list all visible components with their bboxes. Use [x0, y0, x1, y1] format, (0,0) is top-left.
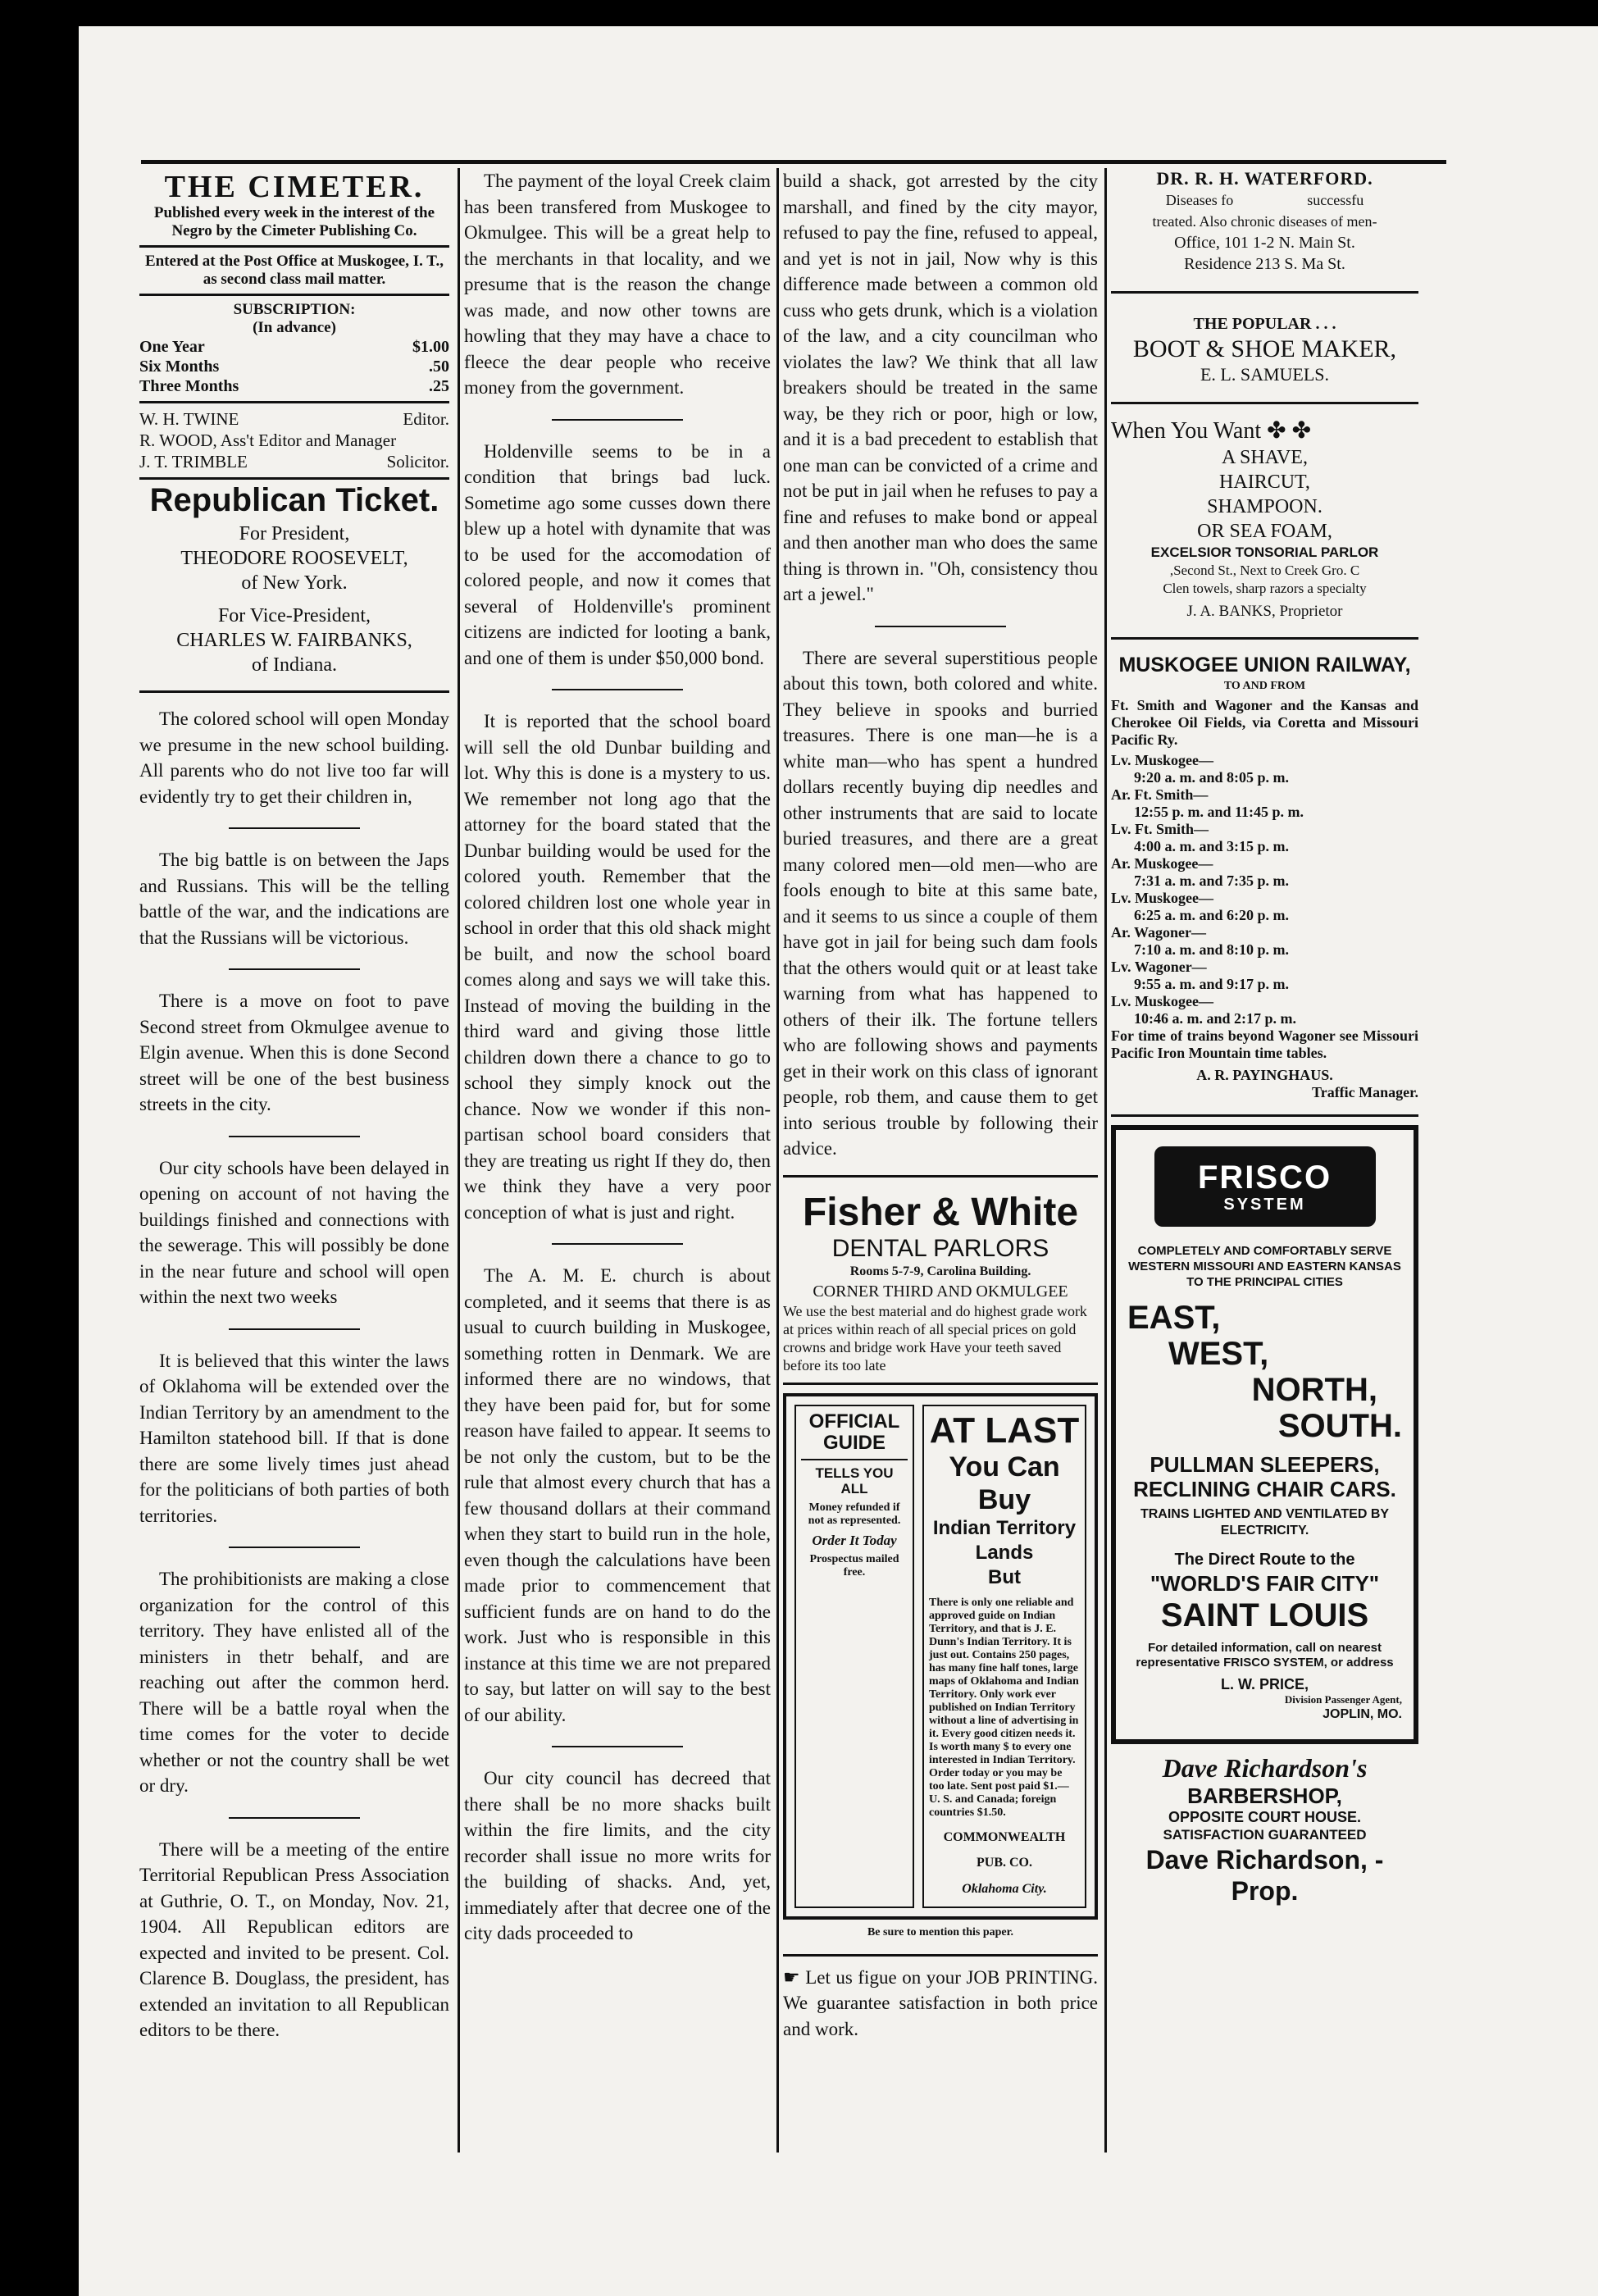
staff-row: R. WOOD, Ass't Editor and Manager	[139, 430, 397, 450]
dental-body: We use the best material and do highest grade work at prices within reach of all special prices on gold crowns and bridge work Have your teeth saved before its too late	[783, 1302, 1087, 1374]
rate-row: One Year $1.00	[139, 337, 449, 356]
frisco-info: For detailed information, call on nearest representative FRISCO SYSTEM, or address	[1136, 1641, 1394, 1670]
schedule-times: 7:10 a. m. and 8:10 p. m.	[1134, 941, 1290, 958]
banks-item: SHAMPOON.	[1207, 496, 1323, 517]
news-item: build a shack, got arrested by the city marshall, and fined by the city mayor, refused to pay the fine, refused to appeal, and yet is not in jail, Now why is this difference made between a common old cuss who gets drunk, which is a violation of the law, and a city councilman who violates the law? We think that all law breakers should be treated in the same way, be they rich or poor, high or low, and it is a bad precedent to establish that one man can be convicted of a crime and not be put in jail when he refuses to pay a fine and refuses to make bond or appeal and then another man who does the same thing is thrown in. "Oh, consistency thou art a jewel."	[783, 171, 1098, 604]
vp-label: For Vice-President,	[217, 605, 371, 626]
divider	[552, 689, 683, 690]
schedule-stop: Ar. Muskogee—	[1111, 855, 1213, 872]
frisco-south: SOUTH.	[1277, 1408, 1402, 1444]
frisco-west: WEST,	[1168, 1336, 1269, 1372]
frisco-east: EAST,	[1127, 1300, 1221, 1336]
divider	[229, 968, 360, 970]
masthead-entered: Entered at the Post Office at Muskogee, I. T., as second class mail matter.	[144, 252, 444, 288]
divider	[229, 1817, 360, 1819]
frisco-north: NORTH,	[1251, 1372, 1377, 1408]
divider	[229, 1328, 360, 1330]
staff-list	[139, 408, 449, 472]
banks-towels: Clen towels, sharp razors a specialty	[1163, 581, 1367, 596]
railway-title: MUSKOGEE UNION RAILWAY,	[1118, 654, 1411, 676]
news-item: The colored school will open Monday we presume in the new school building. All parents who do not live too far will evidently try to get their children in,	[139, 708, 449, 807]
news-item: The payment of the loyal Creek claim has been transfered from Muskogee to Okmulgee. This will be a great help to the merchants in that locality, and we presume that is the reason the change was made, and now other towns are howling that they may have a chace to fleece the dear people who receive money from the government.	[464, 171, 771, 398]
samuels-trade: BOOT & SHOE MAKER,	[1132, 335, 1397, 362]
schedule-stop: Ar. Wagoner—	[1111, 924, 1207, 941]
vp-name: CHARLES W. FAIRBANKS,	[176, 630, 412, 651]
dental-ad	[783, 1191, 1098, 1374]
column-divider	[458, 168, 460, 2152]
news-item: There is a move on foot to pave Second street from Okmulgee avenue to Elgin avenue. When this is done Second street will be one of the best business streets in the city.	[139, 991, 449, 1114]
dental-corner: CORNER THIRD AND OKMULGEE	[813, 1282, 1068, 1301]
frisco-trains: TRAINS LIGHTED AND VENTILATED BY ELECTRICITY.	[1140, 1507, 1390, 1538]
banks-item: HAIRCUT,	[1219, 472, 1310, 493]
subscription-title: SUBSCRIPTION:	[233, 300, 356, 318]
news-item: Our city council has decreed that there shall be no more shacks built within the fire limits, and the city recorder shall issue no more writs for the building of shacks. And, yet, immediately after that decree one of the city dads proceeded to	[464, 1768, 771, 1943]
frisco-agent-title: Division Passenger Agent,	[1284, 1693, 1402, 1706]
banks-ad	[1111, 417, 1418, 622]
frisco-agent-city: JOPLIN, MO.	[1323, 1707, 1402, 1721]
ticket-title: Republican Ticket.	[149, 481, 439, 518]
news-item: There will be a meeting of the entire Territorial Republican Press Association at Guthrie, O. T., on Monday, Nov. 21, 1904. All Republican editors are expected and invited to be present. Col. Clarence B. Douglass, the president, has extended an invitation to all Republican editors to be there.	[139, 1838, 449, 2040]
divider	[783, 1175, 1098, 1178]
railway-agent: A. R. PAYINGHAUS.	[1196, 1067, 1333, 1083]
news-item: Our city schools have been delayed in opening on account of not having the buildings finished and connections with the sewerage. This will possibly be done in the near future and school will open within the next two weeks	[139, 1157, 449, 1307]
divider	[139, 477, 449, 480]
guide-city: Oklahoma City.	[962, 1881, 1047, 1896]
divider	[801, 1459, 908, 1460]
divider	[1111, 1114, 1418, 1117]
masthead-tagline: Published every week in the interest of the Negro by the Cimeter Publishing Co.	[153, 203, 435, 239]
divider	[139, 245, 449, 248]
news-item: The big battle is on between the Japs and Russians. This will be the telling battle of the war, and the indications are that the Russians will be victorious.	[139, 850, 449, 948]
news-item: The A. M. E. church is about completed, and it seems that there is as usual to cuurch building in Muskogee, something rotten in Denmark. We are informed there are no windows, that they have been paid for, but for some reason have failed to appear. It seems to be not only the custom, but to be the rule that almost every church that has a few thousand dollars at their command when they start to build run in the hole, even though the calculations have been made prior to commencement that sufficient funds are on hand to do the work. Just who is responsible in this instance at this time we are not prepared to say, but latter on will say to the best of our ability.	[464, 1265, 771, 1725]
column-4	[1111, 168, 1418, 1906]
staff-row: J. T. TRIMBLE Solicitor.	[139, 451, 449, 472]
divider	[552, 1746, 683, 1747]
schedule-stop: Lv. Muskogee—	[1111, 890, 1214, 906]
frisco-agent: L. W. PRICE,	[1220, 1676, 1309, 1692]
railway-ad	[1111, 654, 1418, 1101]
top-rule	[141, 160, 1446, 164]
railway-schedule	[1111, 752, 1418, 1027]
samuels-ad	[1111, 313, 1418, 385]
waterford-name: DR. R. H. WATERFORD.	[1156, 168, 1373, 189]
divider	[552, 419, 683, 421]
schedule-stop: Lv. Muskogee—	[1111, 993, 1214, 1009]
divider	[1111, 637, 1418, 640]
banks-address: ,Second St., Next to Creek Gro. C	[1169, 563, 1360, 578]
news-item: It is reported that the school board will sell the old Dunbar building and lot. Why this is done is a mystery to us. We remember not long ago that the attorney for the board stated that the Dunbar building would be used for the colored youth. Remember that the colored children lost one whole year in school in order that this old shack might be built, and now the school board comes along and says we will take this. Instead of moving the building in the third ward and giving those little children down there a chance to go to school they simply knock out the chance. Now we wonder if this non-partisan school board considers that they are treating us right If they do, then we think they have a very poor conception of what is just and right.	[464, 711, 771, 1223]
banks-parlor: EXCELSIOR TONSORIAL PARLOR	[1150, 544, 1379, 560]
guide-but: But	[988, 1565, 1021, 1588]
frisco-ad	[1111, 1125, 1418, 1744]
guide-lands: Indian Territory Lands	[932, 1516, 1077, 1564]
banks-item: A SHAVE,	[1222, 447, 1308, 468]
rate-row: Six Months .50	[139, 357, 449, 376]
railway-agent-title: Traffic Manager.	[1312, 1084, 1418, 1100]
frisco-logo	[1154, 1146, 1376, 1227]
divider	[229, 1136, 360, 1137]
frisco-city: SAINT LOUIS	[1160, 1597, 1369, 1633]
richardson-footer: Dave Richardson, - Prop.	[1145, 1845, 1384, 1906]
frisco-route: The Direct Route to the	[1174, 1551, 1355, 1569]
railway-desc: Ft. Smith and Wagoner and the Kansas and Cherokee Oil Fields, via Coretta and Missouri Pacific Ry.	[1111, 697, 1418, 748]
waterford-office: Office, 101 1-2 N. Main St.	[1174, 234, 1355, 252]
divider	[139, 294, 449, 296]
president-label: For President,	[239, 523, 350, 544]
dental-title: Fisher & White	[802, 1190, 1079, 1234]
schedule-stop: Lv. Wagoner—	[1111, 959, 1207, 975]
guide-can-buy: You Can Buy	[949, 1451, 1060, 1515]
news-item: Holdenville seems to be in a condition that brings bad luck. Sometime ago some cusses down there blew up a hotel with dynamite that was to be used for the accomodation of colored people, and now it comes that several of Holdenville's prominent citizens are indicted for looting a bank, and one of them is under $50,000 bond.	[464, 440, 771, 668]
republican-ticket	[139, 522, 449, 677]
column-divider	[776, 168, 779, 2152]
divider	[552, 1243, 683, 1245]
railway-to-from: TO AND FROM	[1223, 680, 1306, 692]
guide-footer: Be sure to mention this paper.	[867, 1926, 1014, 1938]
schedule-times: 10:46 a. m. and 2:17 p. m.	[1134, 1010, 1297, 1027]
dental-subtitle: DENTAL PARLORS	[831, 1234, 1049, 1262]
waterford-line1: Diseases fo successfu	[1165, 192, 1364, 208]
divider	[1111, 291, 1418, 294]
job-printing-notice: ☛ Let us figue on your JOB PRINTING. We guarantee satisfaction in both price and work.	[783, 1966, 1099, 2039]
richardson-ad	[1111, 1752, 1418, 1906]
guide-refund: Money refunded if not as represented.	[808, 1501, 901, 1527]
schedule-times: 9:55 a. m. and 9:17 p. m.	[1134, 976, 1290, 992]
guide-order: Order It Today	[812, 1532, 897, 1548]
schedule-stop: Lv. Ft. Smith—	[1111, 821, 1209, 837]
guide-publisher: COMMONWEALTH PUB. CO.	[943, 1829, 1066, 1870]
schedule-times: 7:31 a. m. and 7:35 p. m.	[1134, 872, 1290, 889]
divider	[783, 1954, 1098, 1957]
guide-prospectus: Prospectus mailed free.	[809, 1552, 899, 1578]
samuels-name: E. L. SAMUELS.	[1200, 364, 1330, 385]
richardson-opposite: OPPOSITE COURT HOUSE.	[1168, 1809, 1362, 1825]
guide-tells: TELLS YOU ALL	[815, 1465, 894, 1496]
schedule-stop: Lv. Muskogee—	[1111, 752, 1214, 768]
waterford-line2: treated. Also chronic diseases of men-	[1152, 213, 1377, 230]
guide-title: OFFICIAL GUIDE	[808, 1410, 900, 1454]
schedule-stop: Ar. Ft. Smith—	[1111, 786, 1209, 803]
divider	[229, 827, 360, 829]
richardson-shop: BARBERSHOP,	[1187, 1784, 1342, 1808]
divider	[783, 1383, 1098, 1385]
guide-body: There is only one reliable and approved guide on Indian Territory, and that is J. E. Dunn's Indian Territory. It is just out. Contains 250 pages, has many fine half tones, large maps of Oklahoma and Indian Territory. Only work ever published on Indian Territory without a line of advertising in it. Every good citizen needs it. Is worth many $ to every one interested in Indian Territory. Order today or you may be too late. Sent post paid $1.—U. S. and Canada; foreign countries $1.50.	[929, 1596, 1079, 1819]
frisco-logo-system: SYSTEM	[1223, 1196, 1306, 1214]
frisco-logo-text: FRISCO	[1197, 1159, 1332, 1196]
banks-item: OR SEA FOAM,	[1197, 521, 1332, 542]
official-guide-ad	[783, 1393, 1098, 1920]
divider	[139, 690, 449, 693]
president-state: of New York.	[241, 572, 348, 594]
banks-proprietor: J. A. BANKS, Proprietor	[1186, 603, 1343, 620]
richardson-name: Dave Richardson's	[1162, 1753, 1368, 1783]
subscription-note: (In advance)	[253, 318, 336, 336]
schedule-times: 12:55 p. m. and 11:45 p. m.	[1134, 804, 1304, 820]
waterford-residence: Residence 213 S. Ma St.	[1184, 255, 1345, 273]
column-2	[464, 168, 771, 1960]
divider	[139, 401, 449, 403]
frisco-intro: COMPLETELY AND COMFORTABLY SERVE WESTERN MISSOURI AND EASTERN KANSAS TO THE PRINCIPAL CITIES	[1128, 1244, 1401, 1289]
richardson-guarantee: SATISFACTION GUARANTEED	[1163, 1827, 1367, 1843]
schedule-times: 4:00 a. m. and 3:15 p. m.	[1134, 838, 1290, 854]
news-item: It is believed that this winter the laws of Oklahoma will be extended over the Indian Territory by an amendment to the Hamilton statehood bill. If that is done there are some lively times just ahead for the politicians of both parties of both territories.	[139, 1350, 449, 1526]
railway-note: For time of trains beyond Wagoner see Missouri Pacific Iron Mountain time tables.	[1111, 1027, 1418, 1061]
dental-rooms: Rooms 5-7-9, Carolina Building.	[849, 1264, 1031, 1278]
subscription-rates	[139, 337, 449, 396]
frisco-pullman: PULLMAN SLEEPERS, RECLINING CHAIR CARS.	[1133, 1452, 1396, 1501]
president-name: THEODORE ROOSEVELT,	[180, 548, 408, 569]
column-3	[783, 168, 1098, 2055]
guide-at-last: AT LAST	[929, 1410, 1080, 1451]
samuels-popular: THE POPULAR . . .	[1193, 315, 1336, 333]
banks-headline: When You Want ✤ ✤	[1111, 418, 1312, 444]
news-item: The prohibitionists are making a close organization for the control of this territory. They have enlisted all of the ministers in thetr behalf, and are reaching out after the common herd. There will be a battle royal when the time comes for the voter to decide whether or not the country shall be wet or dry.	[139, 1569, 449, 1796]
divider	[875, 626, 1006, 627]
frisco-fair: "WORLD'S FAIR CITY"	[1150, 1571, 1380, 1596]
news-item: There are several superstitious people about this town, both colored and white. They believe in spooks and burried treasures. There is one man—he is a white man—who has spent a hundred dollars recently buying dip needles and other instruments that are said to locate buried treasures, and there are a great many colored men—old men—who are fools enough to bite at this same bate, and it seems to us since a couple of them have got in jail for being such dam fools that the others would quit or at least take warning from what has happened to others of their ilk. The fortune tellers who are following shows and payments get in their work on this class of ignorant people, rob them, and cause them to get into serious trouble by following their advice.	[783, 647, 1098, 1159]
divider	[1111, 402, 1418, 404]
guide-left-panel	[794, 1405, 914, 1909]
rate-row: Three Months .25	[139, 376, 449, 395]
schedule-times: 9:20 a. m. and 8:05 p. m.	[1134, 769, 1290, 786]
divider	[229, 1547, 360, 1548]
masthead-title: THE CIMETER.	[164, 170, 425, 204]
pointing-hand-icon: ☛	[783, 1966, 806, 1988]
column-1	[139, 168, 449, 2057]
staff-row: W. H. TWINE Editor.	[139, 408, 449, 429]
vp-state: of Indiana.	[252, 654, 337, 676]
guide-right-panel	[922, 1405, 1086, 1909]
waterford-ad	[1111, 168, 1418, 275]
schedule-times: 6:25 a. m. and 6:20 p. m.	[1134, 907, 1290, 923]
column-divider	[1104, 168, 1107, 2152]
